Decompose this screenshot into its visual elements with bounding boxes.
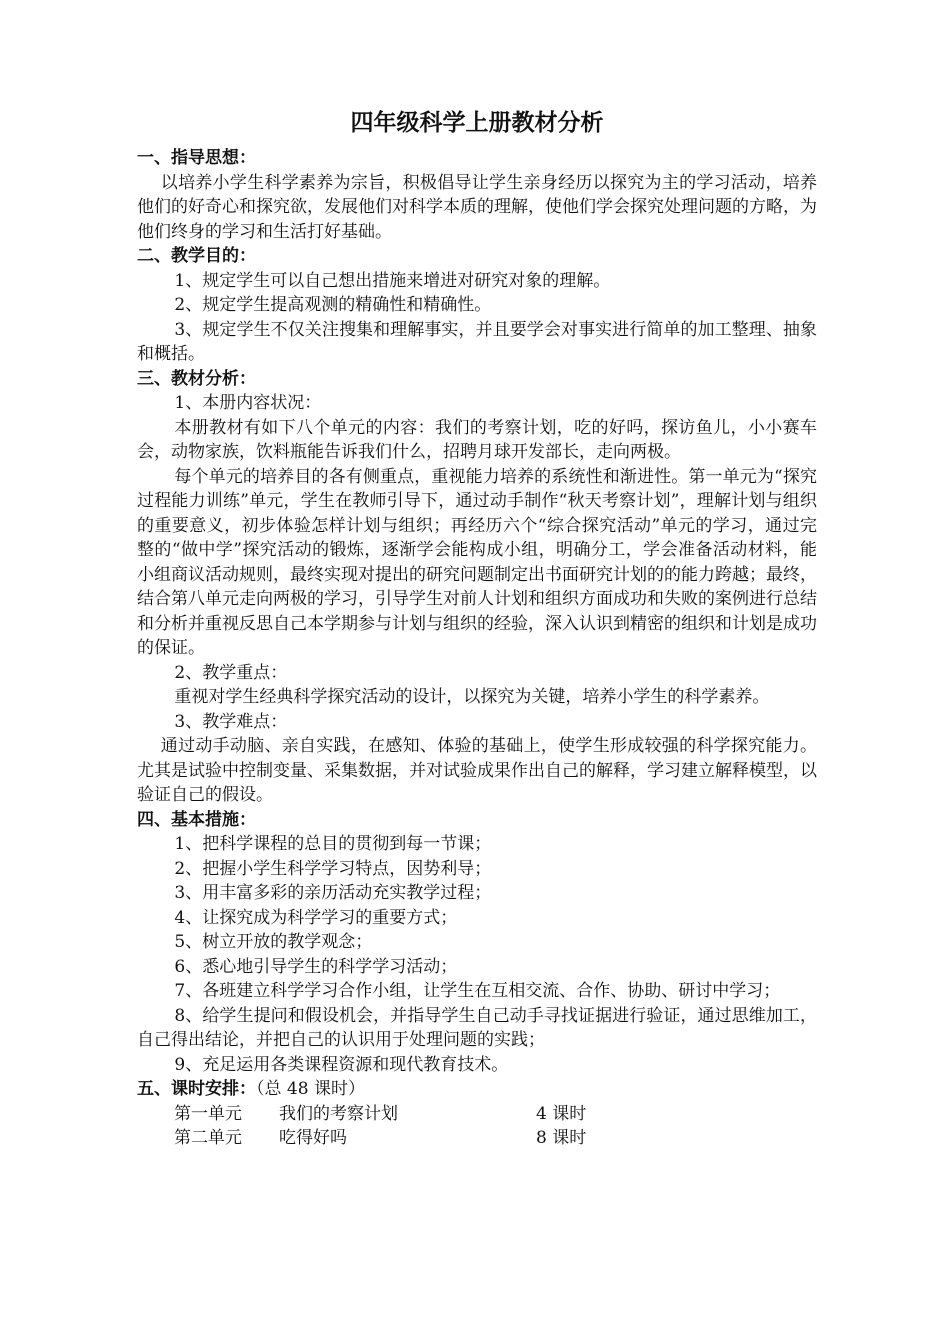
measure-item: 1、把科学课程的总目的贯彻到每一节课； — [174, 834, 492, 854]
measure-item: 4、让探究成为科学学习的重要方式； — [174, 907, 458, 928]
goal-item: 3、规定学生不仅关注搜集和理解事实，并且要学会对事实进行简单的加工整理、抽象和概括。 — [137, 319, 817, 364]
schedule-row — [137, 1102, 817, 1127]
measure-item: 6、悉心地引导学生的科学学习活动； — [174, 956, 458, 977]
measure-item: 5、树立开放的教学观念； — [174, 932, 373, 952]
measure-item: 8、给学生提问和假设机会，并指导学生自己动手寻找证据进行验证，通过思维加工，自己得出结论，并把自己的认识用于处理问题的实践； — [137, 1005, 817, 1050]
schedule-unit-name: 吃得好吗 — [279, 1128, 347, 1148]
subheading-difficulties: 3、教学难点： — [174, 711, 288, 732]
goal-item: 1、规定学生可以自己想出措施来增进对研究对象的理解。 — [174, 270, 611, 291]
document-title: 四年级科学上册教材分析 — [350, 110, 604, 136]
schedule-heading-label: 五、课时安排： — [137, 1079, 256, 1099]
section-heading-measures: 四、基本措施： — [137, 809, 256, 830]
section-heading-material-analysis: 三、教材分析： — [137, 368, 256, 389]
measure-item: 9、充足运用各类课程资源和现代教育技术。 — [174, 1054, 509, 1075]
subheading-key-points: 2、教学重点： — [174, 662, 288, 683]
section-heading-guiding-ideology: 一、指导思想： — [137, 148, 256, 168]
section-heading-teaching-goals: 二、教学目的： — [137, 246, 256, 266]
paragraph-unit-goals: 每个单元的培养目的各有侧重点，重视能力培养的系统性和渐进性。第一单元为“探究过程能力训练”单元，学生在教师引导下，通过动手制作“秋天考察计划”，理解计划与组织的重要意义，初步体验怎样计划与组织；再经历六个“综合探究活动”单元的学习，通过完整的“做中学”探究活动的锻炼，逐渐学会能构成小组，明确分工，学会准备活动材料，能小组商议活动规则，最终实现对提出的研究问题制定出书面研究计划的的能力跨越；最终，结合第八单元走向两极的学习，引导学生对前人计划和组织方面成功和失败的案例进行总结和分析并重视反思自己本学期参与计划与组织的经验，深入认识到精密的组织和计划是成功的保证。 — [137, 466, 817, 658]
schedule-total-hours: （总 48 课时） — [256, 1079, 365, 1099]
schedule-row — [137, 1126, 817, 1151]
schedule-unit: 第一单元 — [174, 1103, 242, 1124]
paragraph-guiding-ideology: 以培养小学生科学素养为宗旨，积极倡导让学生亲身经历以探究为主的学习活动，培养他们的好奇心和探究欲，发展他们对科学本质的理解，使他们学会探究处理问题的方略，为他们终身的学习和生活打好基础。 — [137, 172, 817, 242]
schedule-unit: 第二单元 — [174, 1128, 242, 1148]
measure-item: 3、用丰富多彩的亲历活动充实教学过程； — [174, 883, 492, 903]
measure-item: 2、把握小学生科学学习特点，因势利导； — [174, 858, 492, 879]
measure-item: 7、各班建立科学学习合作小组，让学生在互相交流、合作、协助、研讨中学习； — [174, 981, 781, 1001]
section-heading-schedule — [137, 1077, 817, 1102]
schedule-hours: 8 课时 — [536, 1128, 587, 1148]
subheading-content-overview: 1、本册内容状况： — [174, 393, 322, 413]
schedule-unit-name: 我们的考察计划 — [279, 1103, 398, 1124]
schedule-hours: 4 课时 — [536, 1103, 587, 1124]
paragraph-key-points: 重视对学生经典科学探究活动的设计，以探究为关键，培养小学生的科学素养。 — [174, 687, 770, 707]
document-page — [137, 108, 817, 1151]
paragraph-units: 本册教材有如下八个单元的内容：我们的考察计划，吃的好吗，探访鱼儿，小小赛车会，动物家族，饮料瓶能告诉我们什么，招聘月球开发部长，走向两极。 — [137, 417, 817, 462]
goal-item: 2、规定学生提高观测的精确性和精确性。 — [174, 295, 492, 315]
paragraph-difficulties: 通过动手动脑、亲自实践，在感知、体验的基础上，使学生形成较强的科学探究能力。尤其是试验中控制变量、采集数据，并对试验成果作出自己的解释，学习建立解释模型，以验证自己的假设。 — [137, 736, 817, 805]
